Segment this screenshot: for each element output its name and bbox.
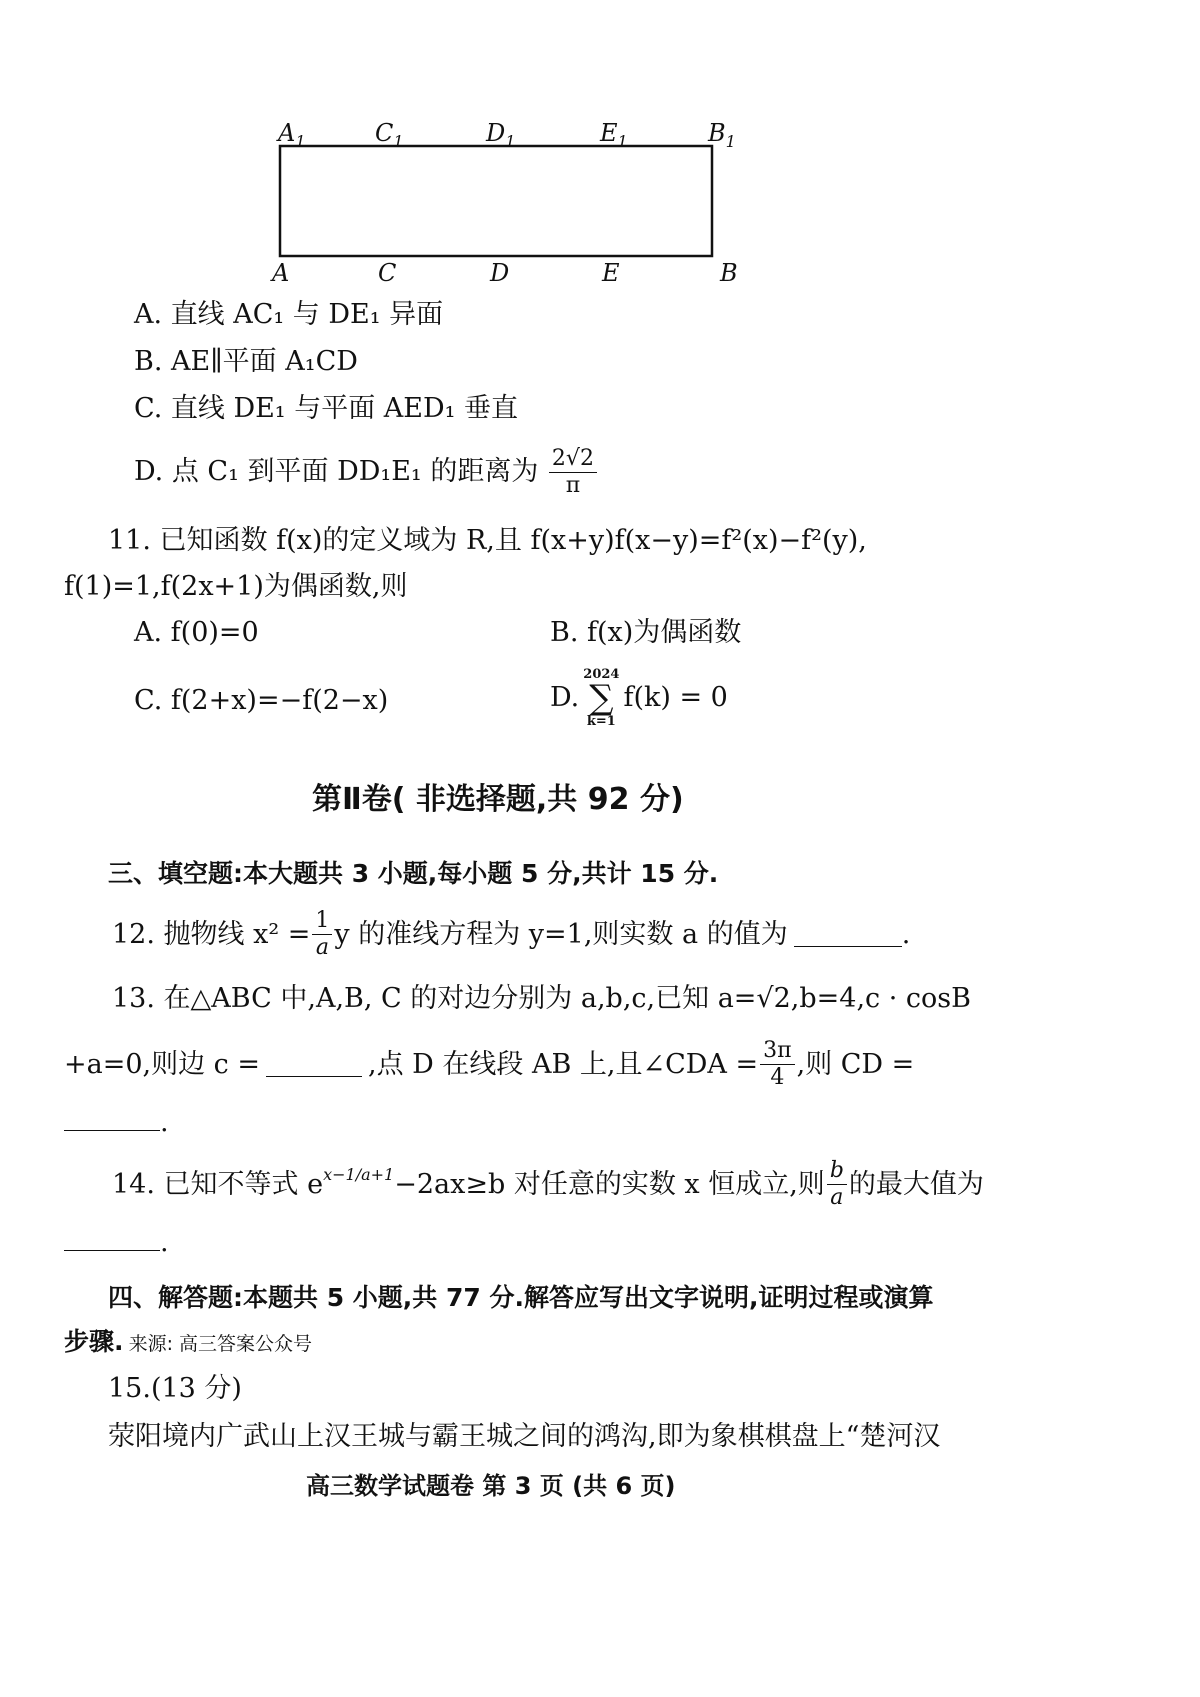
q13-fraction: [760, 1040, 794, 1089]
q14-end: .: [160, 1227, 169, 1258]
fraction-denominator: π: [565, 473, 581, 498]
q14-line2: [64, 1226, 169, 1260]
q12-prefix: 12. 抛物线 x² =: [112, 918, 311, 950]
label-B1: $B_1$: [708, 119, 736, 151]
q13-line2-b: ,点 D 在线段 AB 上,且∠CDA =: [368, 1048, 759, 1080]
label-E: E: [602, 259, 620, 287]
q13-line2-c: ,则 CD =: [796, 1048, 915, 1080]
q14-exponent: x−1/a+1: [323, 1164, 395, 1184]
label-A: A: [272, 259, 290, 287]
q12-fraction: [312, 910, 332, 959]
sum-upper-limit: 2024: [583, 667, 620, 682]
q11-option-d: [550, 668, 728, 728]
q14-answer-blank[interactable]: [64, 1226, 160, 1251]
q12-answer-blank[interactable]: [794, 922, 902, 947]
fraction-denominator: a: [830, 1185, 844, 1210]
fraction-numerator: 2√2: [549, 448, 597, 473]
q11-option-a: A. f(0)=0: [134, 617, 259, 648]
q10-option-d-text: D. 点 C₁ 到平面 DD₁E₁ 的距离为: [134, 456, 539, 487]
q15-label: 15.(13 分): [108, 1373, 242, 1404]
q11-line1: 11. 已知函数 f(x)的定义域为 R,且 f(x+y)f(x−y)=f²(x)−f²(y),: [108, 525, 867, 556]
label-C: C: [378, 259, 397, 287]
q10-d-fraction: [549, 448, 597, 497]
q14-line: [112, 1160, 984, 1209]
q11-option-c: C. f(2+x)=−f(2−x): [134, 685, 389, 716]
q15-line1: 荥阳境内广武山上汉王城与霸王城之间的鸿沟,即为象棋棋盘上“楚河汉: [108, 1421, 941, 1452]
summation-symbol: [583, 668, 619, 728]
q13-end: .: [160, 1107, 169, 1138]
q11-line2: f(1)=1,f(2x+1)为偶函数,则: [64, 571, 408, 602]
q13-line1: 13. 在△ABC 中,A,B, C 的对边分别为 a,b,c,已知 a=√2,b=4,c · cosB: [112, 983, 971, 1014]
section4-heading-line2: [64, 1322, 312, 1358]
q11-option-b: B. f(x)为偶函数: [550, 617, 742, 648]
label-A1: $A_1$: [278, 119, 306, 151]
q13-line3: [64, 1106, 169, 1140]
fraction-denominator: 4: [770, 1065, 785, 1090]
section4-steps: 步骤.: [64, 1327, 124, 1356]
fraction-numerator: 3π: [760, 1040, 794, 1065]
q12-line: [112, 910, 910, 959]
q10-option-b: B. AE∥平面 A₁CD: [134, 346, 358, 377]
figure-rectangle: [280, 146, 712, 256]
label-C1: $C_1$: [375, 119, 404, 151]
fraction-numerator: 1: [312, 910, 332, 935]
q14-suffix: 的最大值为: [848, 1168, 984, 1200]
sum-lower-limit: k=1: [586, 714, 616, 729]
label-B: B: [720, 259, 738, 287]
page-footer: 高三数学试题卷 第 3 页 (共 6 页): [306, 1472, 676, 1500]
source-note: 来源: 高三答案公众号: [128, 1333, 313, 1355]
q13-line2: [64, 1040, 914, 1089]
q11-option-d-expr: f(k) = 0: [623, 682, 728, 713]
q13-c-answer-blank[interactable]: [266, 1052, 362, 1077]
sum-sigma: ∑: [589, 678, 614, 718]
q13-line2-a: +a=0,则边 c =: [64, 1048, 261, 1080]
q12-end: .: [901, 918, 911, 950]
q10-option-d: [134, 448, 599, 497]
section3-heading: 三、填空题:本大题共 3 小题,每小题 5 分,共计 15 分.: [108, 859, 719, 888]
q14-prefix: 14. 已知不等式 e: [112, 1168, 324, 1200]
q13-cd-answer-blank[interactable]: [64, 1106, 160, 1131]
section4-heading-line1: 四、解答题:本题共 5 小题,共 77 分.解答应写出文字说明,证明过程或演算: [108, 1283, 934, 1312]
label-E1: $E_1$: [600, 119, 628, 151]
q12-suffix: y 的准线方程为 y=1,则实数 a 的值为: [334, 918, 788, 950]
part2-title: 第Ⅱ卷( 非选择题,共 92 分): [312, 782, 684, 817]
q10-option-a: A. 直线 AC₁ 与 DE₁ 异面: [134, 299, 444, 330]
q10-option-c: C. 直线 DE₁ 与平面 AED₁ 垂直: [134, 393, 519, 424]
label-D: D: [490, 259, 510, 287]
fraction-numerator: b: [827, 1160, 847, 1185]
q14-mid: −2ax≥b 对任意的实数 x 恒成立,则: [394, 1168, 825, 1200]
q11-option-d-label: D.: [550, 682, 580, 713]
q14-fraction: [827, 1160, 847, 1209]
fraction-denominator: a: [315, 935, 329, 960]
label-D1: $D_1$: [486, 119, 516, 151]
